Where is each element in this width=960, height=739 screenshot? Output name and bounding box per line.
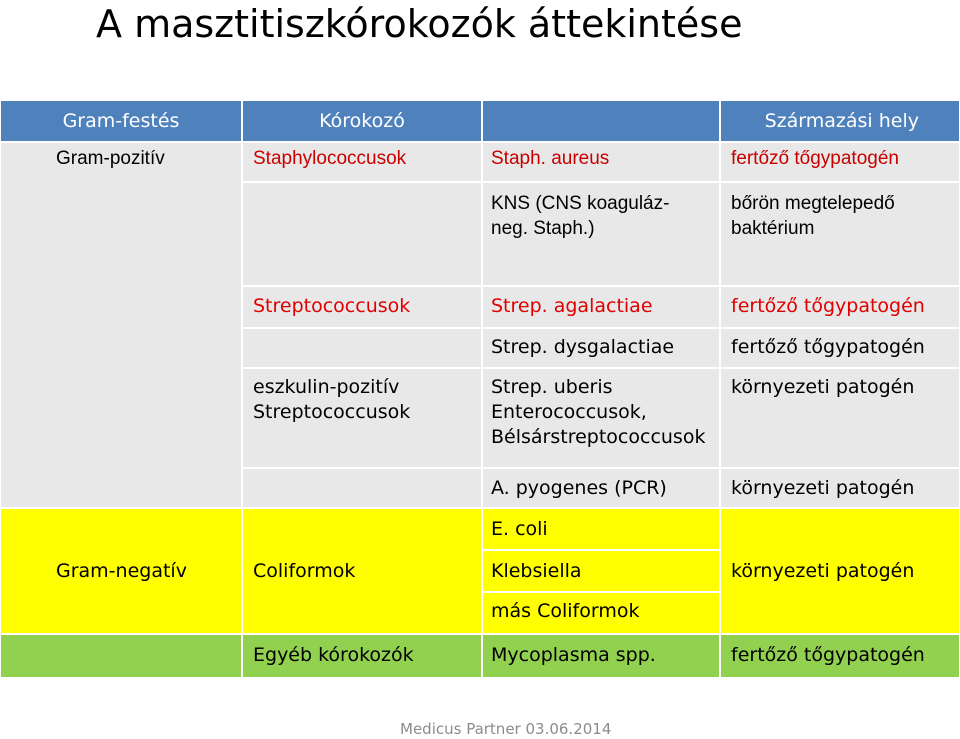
eszkulin-source-cell <box>720 368 960 468</box>
klebsiella-cell <box>482 550 720 592</box>
strep-agalactiae-label: Strep. agalactiae <box>491 295 653 317</box>
staph-group-cell <box>242 142 482 182</box>
gram-negative-source-label: környezeti patogén <box>731 559 915 582</box>
kns-source-line-2: baktérium <box>731 218 815 239</box>
coliform-group-cell <box>242 508 482 634</box>
klebsiella-label: Klebsiella <box>491 560 582 582</box>
coliform-group-label: Coliformok <box>253 559 356 582</box>
ecoli-cell <box>482 508 720 550</box>
strep-group-cell <box>242 286 482 328</box>
kns-species-cell <box>482 182 720 286</box>
pyogenes-group-cell <box>242 468 482 508</box>
staph-aureus-cell <box>482 142 720 182</box>
eszkulin-group-line-1: eszkulin-pozitív <box>253 376 400 398</box>
strep-agalactiae-source-cell <box>720 286 960 328</box>
gram-positive-cell <box>0 142 242 508</box>
kns-species-line-1: KNS (CNS koaguláz- <box>491 193 670 214</box>
ecoli-label: E. coli <box>491 518 548 540</box>
header-empty <box>482 100 720 142</box>
pyogenes-species-label: A. pyogenes (PCR) <box>491 477 667 499</box>
strep-agalactiae-source-label: fertőző tőgypatogén <box>731 295 925 317</box>
mycoplasma-source-label: fertőző tőgypatogén <box>731 644 925 666</box>
mycoplasma-source-cell <box>720 634 960 678</box>
pyogenes-species-cell <box>482 468 720 508</box>
kns-source-cell <box>720 182 960 286</box>
strep-agalactiae-cell <box>482 286 720 328</box>
eszkulin-group-line-2: Streptococcusok <box>253 401 411 423</box>
header-pathogen: Kórokozó <box>242 100 482 142</box>
header-gram-stain: Gram-festés <box>0 100 242 142</box>
other-coliform-cell <box>482 592 720 634</box>
eszkulin-source-label: környezeti patogén <box>731 376 915 398</box>
dysgalactiae-species-cell <box>482 328 720 368</box>
page-title: A masztitiszkórokozók áttekintése <box>96 2 743 46</box>
other-coliform-label: más Coliformok <box>491 600 640 622</box>
eszkulin-species-line-1: Strep. uberis <box>491 376 613 398</box>
gram-positive-label: Gram-pozitív <box>56 148 165 169</box>
dysgalactiae-source-cell <box>720 328 960 368</box>
staph-source-label: fertőző tőgypatogén <box>731 148 899 169</box>
kns-source-line-1: bőrön megtelepedő <box>731 193 895 214</box>
footer-text: Medicus Partner 03.06.2014 <box>400 720 612 738</box>
pyogenes-source-cell <box>720 468 960 508</box>
eszkulin-group-cell <box>242 368 482 468</box>
mycoplasma-cell <box>482 634 720 678</box>
header-source: Származási hely <box>720 100 960 142</box>
gram-negative-source-cell <box>720 508 960 634</box>
kns-group-cell <box>242 182 482 286</box>
dysgalactiae-group-cell <box>242 328 482 368</box>
pyogenes-source-label: környezeti patogén <box>731 477 915 499</box>
kns-species-line-2: neg. Staph.) <box>491 218 595 239</box>
staph-source-cell <box>720 142 960 182</box>
other-gram-cell <box>0 634 242 678</box>
staph-group-label: Staphylococcusok <box>253 148 407 169</box>
eszkulin-species-line-3: Bélsárstreptococcusok <box>491 426 706 448</box>
eszkulin-species-line-2: Enterococcusok, <box>491 401 647 423</box>
eszkulin-species-cell <box>482 368 720 468</box>
other-group-cell <box>242 634 482 678</box>
dysgalactiae-species-label: Strep. dysgalactiae <box>491 336 675 358</box>
other-group-label: Egyéb kórokozók <box>253 644 414 666</box>
dysgalactiae-source-label: fertőző tőgypatogén <box>731 336 925 358</box>
mycoplasma-label: Mycoplasma spp. <box>491 644 656 666</box>
gram-negative-cell <box>0 508 242 634</box>
gram-negative-label: Gram-negatív <box>56 559 187 582</box>
strep-group-label: Streptococcusok <box>253 295 411 317</box>
staph-aureus-label: Staph. aureus <box>491 148 610 169</box>
